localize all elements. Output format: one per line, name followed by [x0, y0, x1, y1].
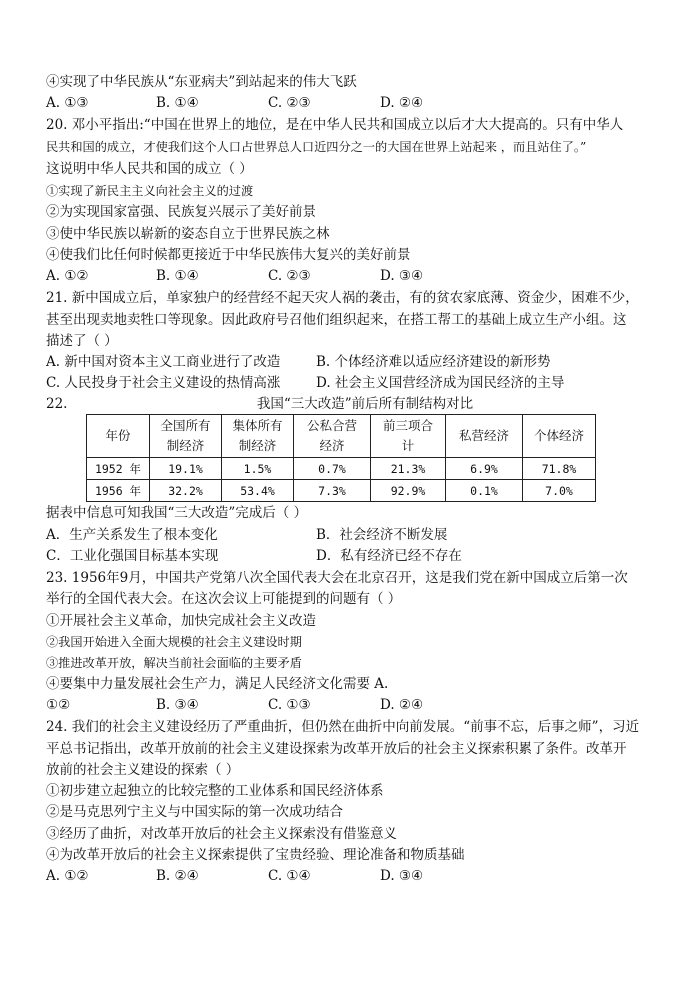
table-header-joint: 公私合营 经济 [294, 415, 371, 458]
table-row [87, 458, 596, 480]
q20-stem-line-1: 20. 邓小平指出:“中国在世界上的地位，是在中华人民共和国成立以后才大大提高的。只有中华人 [46, 117, 624, 133]
table-header-state: 全国所有 制经济 [150, 415, 222, 458]
q24-item-3: ③经历了曲折，对改革开放后的社会主义探索没有借鉴意义 [46, 826, 397, 842]
q23-option-c[interactable]: C. ①③ [268, 697, 311, 713]
q20-item-4: ④使我们比任何时候都更接近于中华民族伟大复兴的美好前景 [46, 247, 411, 263]
q21-option-c[interactable]: C. 人民投身于社会主义建设的热情高涨 [46, 375, 281, 391]
q21-options-row-2 [46, 374, 666, 392]
table-cell: 92.9% [371, 480, 446, 502]
q20-option-a[interactable]: A. ①② [46, 268, 89, 284]
table-cell: 71.8% [523, 458, 596, 480]
q24-options [46, 867, 666, 885]
q20-options [46, 267, 666, 285]
table-cell: 7.3% [294, 480, 371, 502]
q20-item-2: ②为实现国家富强、民族复兴展示了美好前景 [46, 204, 316, 220]
q22-option-d[interactable]: D．私有经济已经不存在 [316, 548, 462, 564]
q23-options [46, 696, 666, 714]
q21-stem-line-2: 甚至出现卖地卖牲口等现象。因此政府号召他们组织起来，在搭工帮工的基础上成立生产小组。这 [46, 312, 627, 328]
q24-stem-line-3: 放前的社会主义建设的探索（ ） [46, 762, 240, 778]
q20-option-c[interactable]: C. ②③ [268, 268, 311, 284]
table-row [87, 480, 596, 502]
q22-option-c[interactable]: C．工业化强国目标基本实现 [46, 548, 219, 564]
q21-options-row-1 [46, 353, 666, 371]
table-cell: 53.4% [222, 480, 294, 502]
table-header-year: 年份 [87, 415, 150, 458]
q24-option-a[interactable]: A. ①② [46, 868, 89, 884]
q20-stem-line-2: 民共和国的成立，才使我们这个人口占世界总人口近四分之一的大国在世界上站起来 ，而且站住了。” [46, 140, 587, 154]
q20-option-d[interactable]: D. ③④ [380, 268, 424, 284]
q20-item-3: ③使中华民族以崭新的姿态自立于世界民族之林 [46, 226, 330, 242]
q19-option-b[interactable]: B. ①④ [156, 95, 199, 111]
table-caption: 我国“三大改造”前后所有制结构对比 [256, 396, 474, 412]
q23-option-b[interactable]: B. ③④ [156, 697, 199, 713]
q23-item-4: ④要集中力量发展社会生产力，满足人民经济文化需要 A. [46, 676, 389, 692]
q23-stem-line-1: 23. 1956年9月，中国共产党第八次全国代表大会在北京召开，这是我们党在新中国成立后第一次 [46, 570, 628, 586]
q21-option-b[interactable]: B. 个体经济难以适应经济建设的新形势 [316, 354, 551, 370]
table-header-collective: 集体所有 制经济 [222, 415, 294, 458]
table-cell: 0.1% [446, 480, 523, 502]
table-cell: 32.2% [150, 480, 222, 502]
q24-option-b[interactable]: B. ②④ [156, 868, 199, 884]
q24-item-4: ④为改革开放后的社会主义探索提供了宝贵经验、理论准备和物质基础 [46, 847, 465, 863]
q24-item-2: ②是马克思列宁主义与中国实际的第一次成功结合 [46, 804, 343, 820]
table-header-row [87, 415, 596, 458]
q22-number: 22. [46, 396, 68, 412]
q23-stem-line-2: 举行的全国代表大会。在这次会议上可能提到的问题有（ ） [46, 591, 402, 607]
table-cell: 1956 年 [87, 480, 150, 502]
table-cell: 6.9% [446, 458, 523, 480]
q24-stem-line-2: 平总书记指出，改革开放前的社会主义建设探索为改革开放后的社会主义探索积累了条件。改革开 [46, 741, 627, 757]
q19-option-d[interactable]: D. ②④ [380, 95, 424, 111]
q21-stem-line-1: 21. 新中国成立后，单家独户的经营经不起天灾人祸的袭击，有的贫农家底薄、资金少，困难不少， [46, 290, 639, 306]
q19-item-4: ④实现了中华民族从“东亚病夫”到站起来的伟大飞跃 [46, 74, 357, 90]
table-header-individual: 个体经济 [523, 415, 596, 458]
q22-stem: 据表中信息可知我国“三大改造”完成后（ ） [46, 505, 308, 521]
q24-option-c[interactable]: C. ①④ [268, 868, 311, 884]
table-cell: 7.0% [523, 480, 596, 502]
table-header-subtotal: 前三项合 计 [371, 415, 446, 458]
q21-option-d[interactable]: D. 社会主义国营经济成为国民经济的主导 [316, 375, 565, 391]
q19-option-c[interactable]: C. ②③ [268, 95, 311, 111]
q22-option-b[interactable]: B．社会经济不断发展 [316, 527, 448, 543]
q23-item-1: ①开展社会主义革命，加快完成社会主义改造 [46, 613, 316, 629]
ownership-table [86, 414, 596, 502]
table-header-private: 私营经济 [446, 415, 523, 458]
table-cell: 19.1% [150, 458, 222, 480]
q22-options-row-1 [46, 526, 666, 544]
q23-option-a[interactable]: ①② [46, 697, 71, 713]
q24-option-d[interactable]: D. ③④ [380, 868, 424, 884]
q21-stem-line-3: 描述了（ ） [46, 333, 118, 349]
q21-option-a[interactable]: A. 新中国对资本主义工商业进行了改造 [46, 354, 281, 370]
q22-option-a[interactable]: A．生产关系发生了根本变化 [46, 527, 218, 543]
q20-option-b[interactable]: B. ①④ [156, 268, 199, 284]
q22-options-row-2 [46, 547, 666, 565]
table-cell: 1952 年 [87, 458, 150, 480]
q24-stem-line-1: 24. 我们的社会主义建设经历了严重曲折，但仍然在曲折中向前发展。“前事不忘，后事之师”，习近 [46, 719, 640, 735]
q23-item-2: ②我国开始进入全面大规模的社会主义建设时期 [46, 635, 302, 649]
table-cell: 1.5% [222, 458, 294, 480]
q19-options [46, 94, 666, 112]
q20-stem-line-3: 这说明中华人民共和国的成立（ ） [46, 161, 253, 177]
q23-item-3: ③推进改革开放，解决当前社会面临的主要矛盾 [46, 656, 302, 670]
q23-option-d[interactable]: D. ②④ [380, 697, 424, 713]
q19-option-a[interactable]: A. ①③ [46, 95, 89, 111]
q20-item-1: ①实现了新民主主义向社会主义的过渡 [46, 184, 254, 198]
table-cell: 21.3% [371, 458, 446, 480]
table-cell: 0.7% [294, 458, 371, 480]
q24-item-1: ①初步建立起独立的比较完整的工业体系和国民经济体系 [46, 783, 384, 799]
